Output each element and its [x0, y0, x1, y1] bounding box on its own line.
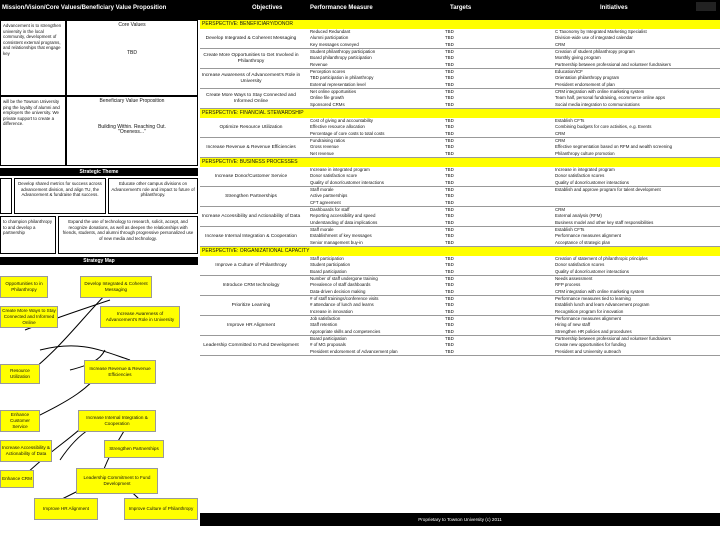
- measure-item: Student participation: [310, 262, 351, 268]
- initiative-item: CRM: [555, 207, 565, 212]
- objective-cell: Improve a Culture of Philanthropy: [215, 262, 287, 268]
- measure-item: Net revenue: [310, 150, 334, 156]
- theme-box-2: Educate other campus divisions on Advancement's role and impact to future of philanthropy.: [108, 178, 198, 214]
- initiative-item: External analysis (RFM): [555, 213, 602, 219]
- initiative-item: Monthly giving program: [555, 55, 601, 61]
- initiative-item: CRM: [555, 138, 565, 143]
- measure-item: Key messages conveyed: [310, 41, 359, 47]
- initiative-item: C Taxonomy by Integrated Marketing Specialist: [555, 29, 647, 34]
- initiative-item: Create new opportunities for funding: [555, 342, 626, 348]
- target-item: TBD: [445, 61, 454, 67]
- initiative-item: Donor satisfaction scores: [555, 173, 605, 179]
- scorecard-row: [200, 138, 720, 158]
- measure-cell: [310, 89, 356, 108]
- initiative-cell: [555, 29, 647, 48]
- corner-badge: [696, 2, 716, 11]
- initiative-cell: [555, 256, 648, 275]
- measure-cell: [310, 187, 347, 206]
- initiative-item: Partnership between professional and volunteer fundraisers: [555, 61, 671, 67]
- core-values-value: TBD: [127, 49, 137, 56]
- measure-item: Reporting accessibility and speed: [310, 213, 376, 219]
- objective-cell: Improve HR Alignment: [227, 322, 275, 328]
- target-item: TBD: [445, 316, 454, 321]
- scorecard-row: [200, 118, 720, 138]
- target-item: TBD: [445, 150, 454, 156]
- objective-cell: Leadership Committed to Fund Development: [203, 342, 299, 348]
- measure-item: Dashboards for staff: [310, 207, 350, 212]
- perspective-header: PERSPECTIVE: BENEFICIARY/DONOR: [200, 20, 720, 29]
- measure-cell: [310, 336, 398, 355]
- target-cell: [445, 29, 454, 48]
- measure-cell: [310, 167, 384, 186]
- measure-item: External representation level: [310, 81, 366, 87]
- measure-item: Senior management buy-in: [310, 239, 363, 245]
- objective-cell: Increase Awareness of Advancement's Role in University: [201, 72, 301, 84]
- initiative-item: President and University outreach: [555, 348, 621, 354]
- initiative-item: Creation of student philanthropy program: [555, 49, 635, 54]
- target-item: TBD: [445, 179, 454, 185]
- bvp-text: Building Within. Reaching Out. "Oneness...": [98, 123, 166, 136]
- map-node: Improve Culture of Philanthropy: [124, 498, 198, 520]
- initiative-cell: [555, 138, 672, 157]
- scorecard-row: [200, 69, 720, 89]
- header-initiatives: Initiatives: [600, 5, 628, 11]
- theme-box-1: Develop shared metrics for success across advancement division, and align TU, the Advancement & fundraise that success.: [14, 178, 106, 214]
- target-item: TBD: [445, 199, 454, 205]
- scorecard-row: [200, 167, 720, 187]
- measure-item: Cost of giving and accountability: [310, 118, 373, 123]
- target-item: TBD: [445, 296, 454, 301]
- measure-item: Revenue: [310, 61, 328, 67]
- target-cell: [445, 276, 454, 295]
- mission-text: Advancement is to strengthen university in the local community, development of consistent external programs, and relationships that engage key: [0, 20, 66, 96]
- target-cell: [445, 207, 454, 226]
- target-item: TBD: [445, 49, 454, 54]
- target-item: TBD: [445, 29, 454, 34]
- measure-cell: [310, 296, 379, 315]
- target-cell: [445, 187, 454, 206]
- target-item: TBD: [445, 75, 454, 81]
- initiative-cell: [555, 296, 649, 315]
- perspective-header: PERSPECTIVE: BUSINESS PROCESSES: [200, 158, 720, 167]
- initiative-item: Creation of statement of philanthropic principles: [555, 256, 648, 261]
- initiative-item: Philanthropy culture promotion: [555, 150, 615, 156]
- header-mission: Mission/Vision/Core Values/Beneficiary Value Proposition: [2, 5, 167, 11]
- measure-item: Increase in integrated program: [310, 167, 370, 172]
- measure-item: TBD participation in philanthropy: [310, 75, 374, 81]
- target-item: TBD: [445, 193, 454, 199]
- target-item: TBD: [445, 118, 454, 123]
- scorecard-row: [200, 316, 720, 336]
- measure-item: Staff retention: [310, 322, 338, 328]
- measure-item: Board participation: [310, 336, 347, 341]
- target-cell: [445, 227, 454, 246]
- measure-item: President endorsement of Advancement plan: [310, 348, 398, 354]
- measure-item: Prevalence of staff dashboards: [310, 282, 371, 288]
- target-item: TBD: [445, 256, 454, 261]
- measure-item: Board philanthropy participation: [310, 55, 372, 61]
- target-cell: [445, 138, 454, 157]
- initiative-item: Increase in integrated program: [555, 167, 615, 172]
- perspective-header: PERSPECTIVE: FINANCIAL STEWARDSHIP: [200, 109, 720, 118]
- measure-item: Student philanthropy participation: [310, 49, 376, 54]
- strategy-map-label: Strategy Map: [0, 257, 198, 265]
- initiative-item: Effective segmentation based on RFM and wealth screening: [555, 144, 673, 150]
- map-node: Resource Utilization: [0, 364, 40, 384]
- target-item: TBD: [445, 302, 454, 308]
- scorecard-row: [200, 227, 720, 247]
- initiative-item: CRM: [555, 130, 565, 136]
- initiative-cell: [555, 187, 661, 193]
- scorecard-row: [200, 276, 720, 296]
- initiative-item: Orientation philanthropy program: [555, 75, 620, 81]
- target-item: TBD: [445, 227, 454, 232]
- measure-cell: [310, 49, 375, 68]
- target-item: TBD: [445, 124, 454, 130]
- target-item: TBD: [445, 233, 454, 239]
- scorecard-row: [200, 336, 720, 356]
- scorecard-table: [200, 20, 720, 525]
- map-node: Increase Accessibility & Actionability of Data: [0, 440, 52, 462]
- scorecard-row: [200, 296, 720, 316]
- target-item: TBD: [445, 213, 454, 219]
- map-node: Enhance Customer Service: [0, 410, 40, 432]
- initiative-cell: [555, 207, 653, 226]
- measure-item: Online file growth: [310, 95, 344, 101]
- core-values-title: Core Values: [118, 22, 146, 28]
- measure-item: CFT agreement: [310, 199, 341, 205]
- target-item: TBD: [445, 55, 454, 61]
- measure-item: Data-driven decision making: [310, 288, 366, 294]
- target-item: TBD: [445, 130, 454, 136]
- measure-item: # of staff trainings/conference visits: [310, 296, 379, 301]
- initiative-item: President endorsement of plan: [555, 81, 615, 87]
- target-cell: [445, 296, 454, 315]
- initiative-item: RFP process: [555, 282, 581, 288]
- measure-item: Number of staff undergone training: [310, 276, 378, 281]
- target-cell: [445, 336, 454, 355]
- target-item: TBD: [445, 348, 454, 354]
- target-item: TBD: [445, 276, 454, 281]
- measure-cell: [310, 207, 377, 226]
- measure-item: Net online opportunities: [310, 89, 357, 94]
- initiative-cell: [555, 276, 644, 295]
- initiative-item: Quality of donor/customer interactions: [555, 268, 629, 274]
- target-item: TBD: [445, 81, 454, 87]
- measure-item: Board participation: [310, 268, 347, 274]
- initiative-item: Establish lunch and learn Advancement program: [555, 302, 650, 308]
- objective-cell: Increase Donor/Customer Service: [214, 173, 288, 179]
- target-cell: [445, 49, 454, 68]
- measure-item: Staff morale: [310, 187, 334, 192]
- measure-item: # of MG proposals: [310, 342, 346, 348]
- vision-text: will be the Towson University ping the loyalty of alumni and employers the university. We private support to create a difference.: [0, 96, 66, 166]
- initiative-item: Performance measures alignment: [555, 316, 621, 321]
- theme-box-3: Expand the use of technology to research, solicit, accept, and recognize donations, as well as deepen the relationships with friends, students, and alumni through progressive personalized use of new media and technology.: [58, 216, 198, 254]
- footer: Proprietary to Towson University (c) 2011: [200, 513, 720, 526]
- objective-cell: Prioritize Learning: [231, 302, 271, 308]
- measure-item: Staff morale: [310, 227, 334, 232]
- objective-cell: Increase Accessibility and Actionability of Data: [201, 213, 301, 219]
- initiative-item: Performance measures tied to learning: [555, 296, 631, 301]
- initiative-item: Social media integration to communications: [555, 101, 640, 107]
- target-item: TBD: [445, 35, 454, 41]
- header-measure: Performance Measure: [310, 5, 373, 11]
- initiative-item: Business model and other key staff responsibilities: [555, 219, 654, 225]
- measure-item: Fundraising ratios: [310, 138, 345, 143]
- measure-item: Quality of donor/customer interactions: [310, 179, 384, 185]
- initiative-item: Partnership between professional and volunteer fundraisers: [555, 336, 671, 341]
- measure-item: Appropriate skills and competencies: [310, 328, 381, 334]
- target-item: TBD: [445, 167, 454, 172]
- target-item: TBD: [445, 219, 454, 225]
- scorecard-row: [200, 89, 720, 109]
- initiative-item: CRM: [555, 41, 565, 47]
- map-node: Leadership Commitment to Fund Development: [76, 468, 158, 494]
- target-item: TBD: [445, 89, 454, 94]
- objective-cell: Create More Opportunities to Get Involved in Philanthropy: [203, 52, 299, 64]
- measure-item: Perception scores: [310, 69, 346, 74]
- target-item: TBD: [445, 308, 454, 314]
- target-item: TBD: [445, 239, 454, 245]
- map-node: Create More Ways to Stay Connected and Informed Online: [0, 306, 58, 328]
- measure-cell: [310, 276, 378, 295]
- measure-item: Effective resource allocation: [310, 124, 365, 130]
- target-item: TBD: [445, 207, 454, 212]
- target-cell: [445, 256, 454, 275]
- target-item: TBD: [445, 336, 454, 341]
- initiative-cell: [555, 69, 619, 88]
- measure-item: Establishment of key messages: [310, 233, 372, 239]
- target-item: TBD: [445, 138, 454, 143]
- map-node: Strengthen Partnerships: [104, 440, 164, 458]
- measure-item: Donor satisfaction score: [310, 173, 358, 179]
- initiative-item: Team half, personal fundraising, ecommerce online apps: [555, 95, 666, 101]
- perspective-header: PERSPECTIVE: ORGANIZATIONAL CAPACITY: [200, 247, 720, 256]
- target-cell: [445, 89, 454, 108]
- target-item: TBD: [445, 262, 454, 268]
- objective-cell: Strengthen Partnerships: [225, 193, 277, 199]
- map-node: Develop Integrated & Coherent Messaging: [80, 276, 152, 298]
- measure-cell: [310, 256, 350, 275]
- measure-item: Active partnerships: [310, 193, 348, 199]
- initiative-cell: [555, 167, 629, 186]
- target-item: TBD: [445, 322, 454, 328]
- target-item: TBD: [445, 328, 454, 334]
- measure-item: Job satisfaction: [310, 316, 341, 321]
- objective-cell: Develop Integrated & Coherent Messaging: [205, 35, 297, 41]
- objective-cell: Introduce CRM technology: [222, 282, 280, 288]
- target-item: TBD: [445, 173, 454, 179]
- objective-cell: Optimize Resource Utilization: [219, 124, 283, 130]
- measure-item: Sponsored CRMs: [310, 101, 345, 107]
- measure-item: Reduced Redundant: [310, 29, 351, 34]
- measure-cell: [310, 227, 372, 246]
- strategic-theme-label: Strategic Theme: [0, 168, 198, 176]
- target-cell: [445, 167, 454, 186]
- initiative-item: Establish CFTs: [555, 118, 585, 123]
- initiative-item: Performance measures alignment: [555, 233, 621, 239]
- target-cell: [445, 118, 454, 137]
- initiative-cell: [555, 227, 621, 246]
- target-item: TBD: [445, 101, 454, 107]
- measure-item: Percentage of core costs to total costs: [310, 130, 385, 136]
- measure-cell: [310, 138, 345, 157]
- map-node: Increase Internal Integration & Cooperation: [78, 410, 156, 432]
- target-item: TBD: [445, 144, 454, 150]
- target-item: TBD: [445, 95, 454, 101]
- measure-item: # attendance of lunch and learns: [310, 302, 374, 308]
- initiative-cell: [555, 316, 632, 335]
- header-bar: [0, 0, 720, 20]
- initiative-item: Strengthen HR policies and procedures: [555, 328, 632, 334]
- map-node: Increase Revenue & Revenue Efficiencies: [84, 360, 156, 384]
- target-item: TBD: [445, 288, 454, 294]
- initiative-cell: [555, 118, 651, 137]
- initiative-item: Recognition program for innovation: [555, 308, 624, 314]
- target-item: TBD: [445, 69, 454, 74]
- header-targets: Targets: [450, 5, 472, 11]
- map-node: Enhance CRM: [0, 470, 34, 488]
- measure-cell: [310, 316, 380, 335]
- initiative-item: Education/ICF: [555, 69, 583, 74]
- bvp-title: Beneficiary Value Proposition: [99, 98, 165, 104]
- initiative-item: Establish CFTs: [555, 227, 585, 232]
- map-arrow: [40, 346, 130, 360]
- scorecard-row: [200, 29, 720, 49]
- scorecard-row: [200, 187, 720, 207]
- initiative-item: Hiring of new staff: [555, 322, 591, 328]
- initiative-item: CRM integration with online marketing system: [555, 288, 645, 294]
- initiative-item: Combining budgets for core activities, e.g. Events: [555, 124, 652, 130]
- scorecard-row: [200, 207, 720, 227]
- initiative-item: Donor satisfaction scores: [555, 262, 605, 268]
- measure-item: Staff participation: [310, 256, 344, 261]
- measure-cell: [310, 69, 373, 88]
- initiative-item: Establish and approve program for talent development: [555, 187, 661, 192]
- target-cell: [445, 69, 454, 88]
- measure-cell: [310, 29, 359, 48]
- measure-item: Understanding of data implications: [310, 219, 378, 225]
- objective-cell: Increase Internal Integration & Cooperation: [205, 233, 297, 239]
- map-node: Increase Awareness of Advancement's Role in University: [100, 306, 180, 328]
- initiative-cell: [555, 49, 671, 68]
- initiative-cell: [555, 89, 665, 108]
- initiative-item: CRM integration with online marketing system: [555, 89, 645, 94]
- scorecard-row: [200, 256, 720, 276]
- objective-cell: Increase Revenue & Revenue Efficiencies: [206, 144, 296, 150]
- target-item: TBD: [445, 342, 454, 348]
- initiative-item: Division-wide use of integrated calendar: [555, 35, 633, 41]
- measure-cell: [310, 118, 384, 137]
- initiative-item: Acceptance of strategic plan: [555, 239, 611, 245]
- measure-item: Alumni participation: [310, 35, 349, 41]
- target-item: TBD: [445, 282, 454, 288]
- measure-item: Gross revenue: [310, 144, 339, 150]
- target-item: TBD: [445, 187, 454, 192]
- scorecard-row: [200, 49, 720, 69]
- initiative-item: Quality of donor/customer interactions: [555, 179, 629, 185]
- theme-left-text: to champion philanthropy to and develop a partnership: [0, 216, 56, 254]
- header-objectives: Objectives: [252, 5, 283, 11]
- target-item: TBD: [445, 268, 454, 274]
- initiative-item: Needs assessment: [555, 276, 593, 281]
- initiative-cell: [555, 336, 671, 355]
- measure-item: Increase in innovation: [310, 308, 353, 314]
- objective-cell: Create More Ways to Stay Connected and Informed Online: [206, 92, 296, 104]
- target-cell: [445, 316, 454, 335]
- left-column: [0, 20, 198, 540]
- map-node: Opportunities to in Philanthropy: [0, 276, 48, 298]
- target-item: TBD: [445, 41, 454, 47]
- map-node: Improve HR Alignment: [34, 498, 98, 520]
